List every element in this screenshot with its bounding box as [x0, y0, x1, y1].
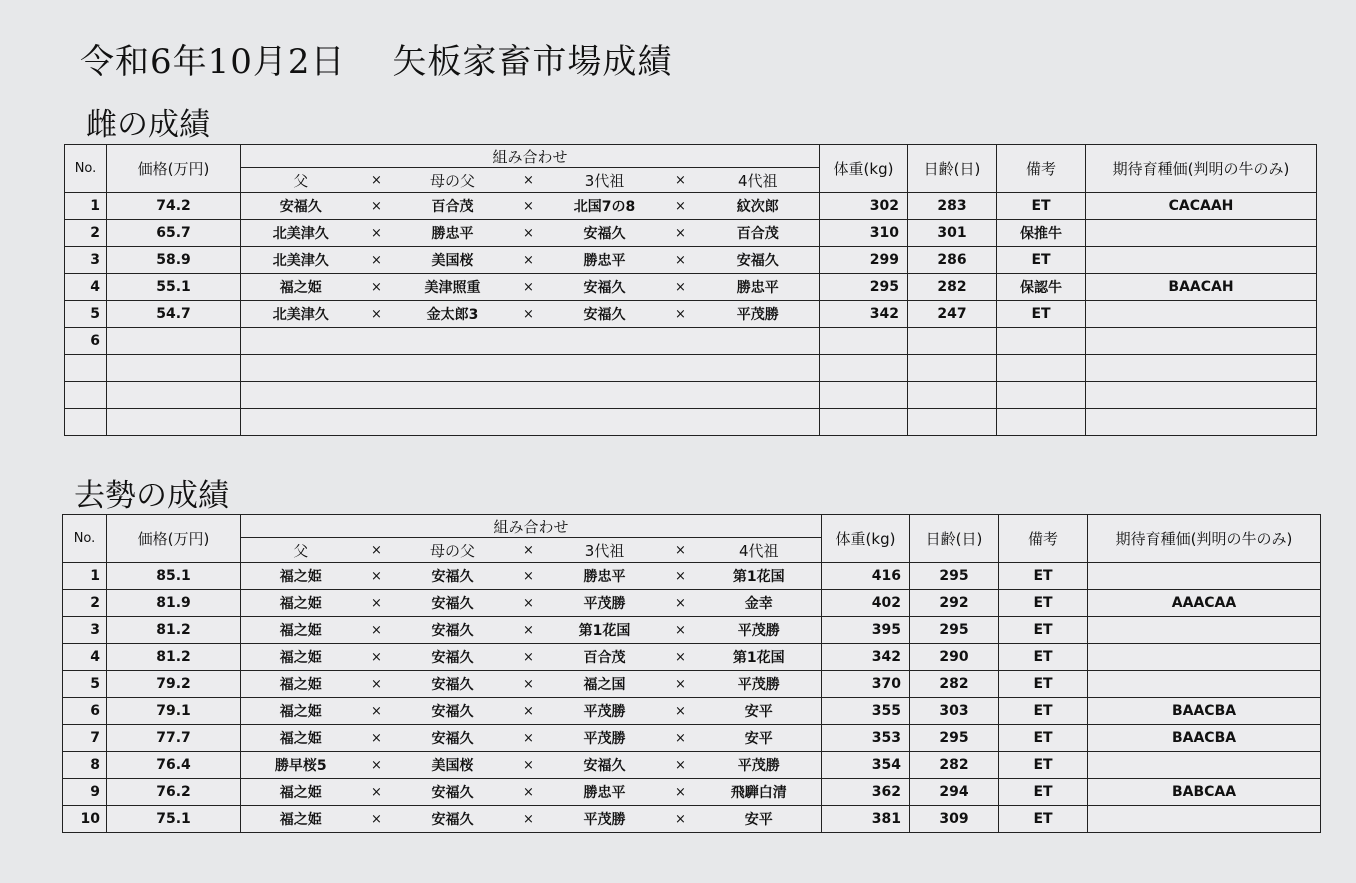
table-row	[63, 806, 1321, 833]
cell-cross: ×	[665, 671, 697, 698]
cell-combination	[241, 328, 820, 355]
cell-gen3: 平茂勝	[545, 590, 665, 617]
cell-dam-sire: 安福久	[393, 671, 513, 698]
cell-combination	[241, 382, 820, 409]
cell-age: 282	[910, 752, 999, 779]
table-row	[63, 698, 1321, 725]
cell-weight: 362	[822, 779, 910, 806]
cell-dam-sire: 安福久	[393, 725, 513, 752]
cell-dam-sire: 百合茂	[393, 193, 513, 220]
cell-gen4: 飛騨白清	[697, 779, 822, 806]
steer-section-title: 去勢の成績	[74, 478, 229, 514]
cell-evaluation	[1086, 409, 1317, 436]
cell-cross: ×	[361, 752, 393, 779]
cell-dam-sire: 美津照重	[393, 274, 513, 301]
cell-gen4: 紋次郎	[697, 193, 820, 220]
cell-sire: 勝早桜5	[241, 752, 361, 779]
cell-cross: ×	[513, 779, 545, 806]
table-row	[63, 752, 1321, 779]
header-cross: ×	[665, 168, 697, 193]
cell-weight: 354	[822, 752, 910, 779]
cell-cross: ×	[665, 301, 697, 328]
cell-weight: 342	[822, 644, 910, 671]
cell-dam-sire: 安福久	[393, 779, 513, 806]
cell-gen4: 平茂勝	[697, 752, 822, 779]
cell-sire: 福之姫	[241, 806, 361, 833]
cell-price: 81.9	[107, 590, 241, 617]
cell-no: 2	[65, 220, 107, 247]
cell-weight: 310	[820, 220, 908, 247]
cell-sire: 北美津久	[241, 301, 361, 328]
cell-gen3: 平茂勝	[545, 725, 665, 752]
cell-dam-sire: 勝忠平	[393, 220, 513, 247]
cell-no: 10	[63, 806, 107, 833]
cell-cross: ×	[513, 247, 545, 274]
cell-price: 76.2	[107, 779, 241, 806]
cell-sire: 福之姫	[241, 617, 361, 644]
header-remarks: 備考	[999, 515, 1088, 563]
cell-age	[908, 328, 997, 355]
cell-sire: 福之姫	[241, 644, 361, 671]
cell-gen4: 金幸	[697, 590, 822, 617]
cell-cross: ×	[361, 806, 393, 833]
cell-cross: ×	[665, 563, 697, 590]
cell-cross: ×	[513, 193, 545, 220]
cell-cross: ×	[361, 779, 393, 806]
cell-evaluation: BAACBA	[1088, 698, 1321, 725]
cell-no: 9	[63, 779, 107, 806]
table-row	[63, 725, 1321, 752]
header-age: 日齢(日)	[908, 145, 997, 193]
table-row	[65, 382, 1317, 409]
cell-weight: 342	[820, 301, 908, 328]
cell-sire: 福之姫	[241, 725, 361, 752]
cell-cross: ×	[665, 193, 697, 220]
cell-remarks: ET	[999, 725, 1088, 752]
header-price: 価格(万円)	[107, 145, 241, 193]
cell-cross: ×	[513, 617, 545, 644]
cell-age: 292	[910, 590, 999, 617]
cell-remarks: ET	[997, 193, 1086, 220]
cell-age: 295	[910, 563, 999, 590]
cell-age: 282	[910, 671, 999, 698]
female-section-title: 雌の成績	[86, 107, 210, 143]
cell-price: 85.1	[107, 563, 241, 590]
cell-no: 6	[63, 698, 107, 725]
header-price: 価格(万円)	[107, 515, 241, 563]
cell-remarks: 保認牛	[997, 274, 1086, 301]
cell-evaluation	[1086, 355, 1317, 382]
cell-cross: ×	[513, 806, 545, 833]
cell-weight: 299	[820, 247, 908, 274]
cell-sire: 福之姫	[241, 671, 361, 698]
female-results-table	[64, 144, 1317, 436]
cell-gen3: 安福久	[545, 301, 665, 328]
cell-cross: ×	[513, 698, 545, 725]
table-row	[65, 355, 1317, 382]
cell-cross: ×	[361, 301, 393, 328]
header-no: No.	[65, 145, 107, 193]
cell-gen4: 安平	[697, 698, 822, 725]
cell-cross: ×	[361, 590, 393, 617]
header-evaluation: 期待育種価(判明の牛のみ)	[1088, 515, 1321, 563]
header-weight: 体重(kg)	[822, 515, 910, 563]
cell-price: 65.7	[107, 220, 241, 247]
header-age: 日齢(日)	[910, 515, 999, 563]
cell-evaluation	[1088, 752, 1321, 779]
table-row	[63, 617, 1321, 644]
cell-remarks: ET	[997, 247, 1086, 274]
cell-sire: 福之姫	[241, 274, 361, 301]
cell-dam-sire: 安福久	[393, 698, 513, 725]
cell-remarks: ET	[999, 590, 1088, 617]
cell-age: 283	[908, 193, 997, 220]
cell-gen3: 勝忠平	[545, 247, 665, 274]
cell-price: 54.7	[107, 301, 241, 328]
cell-price: 76.4	[107, 752, 241, 779]
cell-remarks	[997, 409, 1086, 436]
cell-cross: ×	[361, 247, 393, 274]
cell-price: 81.2	[107, 644, 241, 671]
cell-price: 79.1	[107, 698, 241, 725]
table-row	[65, 409, 1317, 436]
cell-price: 55.1	[107, 274, 241, 301]
cell-no: 4	[65, 274, 107, 301]
table-row	[65, 301, 1317, 328]
cell-weight	[820, 355, 908, 382]
cell-weight: 395	[822, 617, 910, 644]
table-row	[63, 644, 1321, 671]
table-row	[65, 274, 1317, 301]
cell-age: 295	[910, 617, 999, 644]
header-sire: 父	[241, 168, 361, 193]
cell-cross: ×	[513, 590, 545, 617]
cell-gen4: 平茂勝	[697, 671, 822, 698]
cell-no: 3	[63, 617, 107, 644]
cell-weight: 381	[822, 806, 910, 833]
header-combination: 組み合わせ	[241, 515, 822, 538]
cell-price: 79.2	[107, 671, 241, 698]
cell-sire: 福之姫	[241, 563, 361, 590]
cell-gen4: 平茂勝	[697, 617, 822, 644]
cell-gen4: 勝忠平	[697, 274, 820, 301]
cell-evaluation: AAACAA	[1088, 590, 1321, 617]
cell-no: 8	[63, 752, 107, 779]
cell-gen4: 安平	[697, 806, 822, 833]
cell-gen3: 勝忠平	[545, 779, 665, 806]
cell-no: 1	[63, 563, 107, 590]
cell-cross: ×	[361, 274, 393, 301]
cell-dam-sire: 安福久	[393, 644, 513, 671]
cell-cross: ×	[361, 698, 393, 725]
cell-gen3: 百合茂	[545, 644, 665, 671]
cell-remarks: ET	[999, 563, 1088, 590]
cell-price	[107, 355, 241, 382]
header-dam-sire: 母の父	[393, 538, 513, 563]
cell-cross: ×	[665, 617, 697, 644]
cell-no: 7	[63, 725, 107, 752]
cell-cross: ×	[665, 725, 697, 752]
cell-gen4: 安平	[697, 725, 822, 752]
cell-gen3: 平茂勝	[545, 806, 665, 833]
header-evaluation: 期待育種価(判明の牛のみ)	[1086, 145, 1317, 193]
cell-gen3: 勝忠平	[545, 563, 665, 590]
header-cross: ×	[513, 168, 545, 193]
cell-evaluation: BAACBA	[1088, 725, 1321, 752]
cell-remarks: ET	[999, 806, 1088, 833]
cell-evaluation	[1088, 563, 1321, 590]
cell-weight	[820, 328, 908, 355]
cell-gen3: 安福久	[545, 274, 665, 301]
table-row	[63, 563, 1321, 590]
cell-sire: 北美津久	[241, 220, 361, 247]
female-table-body	[65, 193, 1317, 436]
cell-no: 4	[63, 644, 107, 671]
cell-dam-sire: 美国桜	[393, 247, 513, 274]
cell-sire: 福之姫	[241, 698, 361, 725]
cell-gen3: 第1花国	[545, 617, 665, 644]
cell-remarks: ET	[999, 779, 1088, 806]
cell-age: 290	[910, 644, 999, 671]
table-row	[65, 193, 1317, 220]
header-sire: 父	[241, 538, 361, 563]
cell-remarks: ET	[997, 301, 1086, 328]
cell-gen4: 第1花国	[697, 563, 822, 590]
cell-cross: ×	[361, 193, 393, 220]
cell-evaluation: BAACAH	[1086, 274, 1317, 301]
cell-weight: 302	[820, 193, 908, 220]
header-cross: ×	[361, 538, 393, 563]
cell-price	[107, 328, 241, 355]
cell-dam-sire: 安福久	[393, 563, 513, 590]
cell-gen4: 安福久	[697, 247, 820, 274]
cell-sire: 福之姫	[241, 590, 361, 617]
header-cross: ×	[361, 168, 393, 193]
cell-no	[65, 409, 107, 436]
cell-cross: ×	[361, 671, 393, 698]
cell-evaluation	[1086, 247, 1317, 274]
cell-sire: 安福久	[241, 193, 361, 220]
steer-results-table	[62, 514, 1321, 833]
cell-age	[908, 355, 997, 382]
cell-evaluation	[1088, 617, 1321, 644]
cell-dam-sire: 安福久	[393, 617, 513, 644]
cell-gen4: 第1花国	[697, 644, 822, 671]
cell-cross: ×	[665, 220, 697, 247]
cell-price	[107, 382, 241, 409]
header-gen3: 3代祖	[545, 168, 665, 193]
cell-gen3: 平茂勝	[545, 698, 665, 725]
cell-combination	[241, 355, 820, 382]
cell-cross: ×	[665, 644, 697, 671]
cell-remarks: ET	[999, 752, 1088, 779]
table-row	[63, 671, 1321, 698]
table-row	[65, 247, 1317, 274]
cell-cross: ×	[513, 274, 545, 301]
cell-weight: 402	[822, 590, 910, 617]
cell-gen3: 福之国	[545, 671, 665, 698]
cell-dam-sire: 美国桜	[393, 752, 513, 779]
cell-sire: 北美津久	[241, 247, 361, 274]
cell-price: 74.2	[107, 193, 241, 220]
cell-cross: ×	[513, 725, 545, 752]
page-title: 令和6年10月2日 矢板家畜市場成績	[80, 42, 673, 82]
cell-evaluation	[1086, 220, 1317, 247]
cell-remarks	[997, 328, 1086, 355]
cell-evaluation	[1086, 382, 1317, 409]
header-cross: ×	[513, 538, 545, 563]
cell-cross: ×	[513, 301, 545, 328]
header-dam-sire: 母の父	[393, 168, 513, 193]
cell-price	[107, 409, 241, 436]
cell-cross: ×	[513, 220, 545, 247]
cell-price: 81.2	[107, 617, 241, 644]
cell-cross: ×	[665, 806, 697, 833]
cell-cross: ×	[665, 274, 697, 301]
cell-remarks: ET	[999, 644, 1088, 671]
table-row	[63, 590, 1321, 617]
cell-weight	[820, 382, 908, 409]
table-row	[63, 779, 1321, 806]
cell-cross: ×	[665, 698, 697, 725]
cell-cross: ×	[361, 563, 393, 590]
cell-age	[908, 382, 997, 409]
cell-age: 286	[908, 247, 997, 274]
cell-remarks: ET	[999, 671, 1088, 698]
header-gen3: 3代祖	[545, 538, 665, 563]
cell-dam-sire: 金太郎3	[393, 301, 513, 328]
cell-weight: 353	[822, 725, 910, 752]
header-cross: ×	[665, 538, 697, 563]
cell-cross: ×	[361, 725, 393, 752]
cell-cross: ×	[513, 563, 545, 590]
cell-remarks	[997, 382, 1086, 409]
cell-evaluation	[1088, 671, 1321, 698]
cell-cross: ×	[513, 671, 545, 698]
cell-evaluation: BABCAA	[1088, 779, 1321, 806]
cell-age: 282	[908, 274, 997, 301]
cell-no: 5	[65, 301, 107, 328]
cell-weight: 355	[822, 698, 910, 725]
cell-age: 247	[908, 301, 997, 328]
cell-no: 5	[63, 671, 107, 698]
cell-no	[65, 382, 107, 409]
cell-no: 3	[65, 247, 107, 274]
header-remarks: 備考	[997, 145, 1086, 193]
cell-age: 309	[910, 806, 999, 833]
cell-remarks	[997, 355, 1086, 382]
cell-gen3: 安福久	[545, 220, 665, 247]
header-combination: 組み合わせ	[241, 145, 820, 168]
cell-cross: ×	[665, 752, 697, 779]
cell-weight: 416	[822, 563, 910, 590]
cell-cross: ×	[513, 644, 545, 671]
cell-age: 295	[910, 725, 999, 752]
header-gen4: 4代祖	[697, 538, 822, 563]
header-no: No.	[63, 515, 107, 563]
cell-price: 77.7	[107, 725, 241, 752]
cell-gen3: 北国7の8	[545, 193, 665, 220]
cell-dam-sire: 安福久	[393, 806, 513, 833]
cell-cross: ×	[665, 779, 697, 806]
cell-cross: ×	[361, 220, 393, 247]
cell-evaluation	[1088, 806, 1321, 833]
header-gen4: 4代祖	[697, 168, 820, 193]
cell-remarks: ET	[999, 698, 1088, 725]
cell-price: 58.9	[107, 247, 241, 274]
cell-no	[65, 355, 107, 382]
cell-combination	[241, 409, 820, 436]
cell-no: 2	[63, 590, 107, 617]
cell-evaluation	[1088, 644, 1321, 671]
cell-cross: ×	[665, 590, 697, 617]
cell-cross: ×	[361, 617, 393, 644]
cell-cross: ×	[513, 752, 545, 779]
table-row	[65, 328, 1317, 355]
cell-weight: 295	[820, 274, 908, 301]
cell-evaluation	[1086, 301, 1317, 328]
cell-age: 301	[908, 220, 997, 247]
cell-remarks: 保推牛	[997, 220, 1086, 247]
cell-gen3: 安福久	[545, 752, 665, 779]
cell-price: 75.1	[107, 806, 241, 833]
cell-dam-sire: 安福久	[393, 590, 513, 617]
steer-table-body	[63, 563, 1321, 833]
cell-age: 303	[910, 698, 999, 725]
cell-weight	[820, 409, 908, 436]
cell-sire: 福之姫	[241, 779, 361, 806]
cell-weight: 370	[822, 671, 910, 698]
cell-evaluation: CACAAH	[1086, 193, 1317, 220]
cell-no: 6	[65, 328, 107, 355]
cell-gen4: 百合茂	[697, 220, 820, 247]
table-row	[65, 220, 1317, 247]
cell-age	[908, 409, 997, 436]
cell-age: 294	[910, 779, 999, 806]
cell-evaluation	[1086, 328, 1317, 355]
cell-remarks: ET	[999, 617, 1088, 644]
cell-cross: ×	[665, 247, 697, 274]
cell-no: 1	[65, 193, 107, 220]
cell-gen4: 平茂勝	[697, 301, 820, 328]
header-weight: 体重(kg)	[820, 145, 908, 193]
cell-cross: ×	[361, 644, 393, 671]
